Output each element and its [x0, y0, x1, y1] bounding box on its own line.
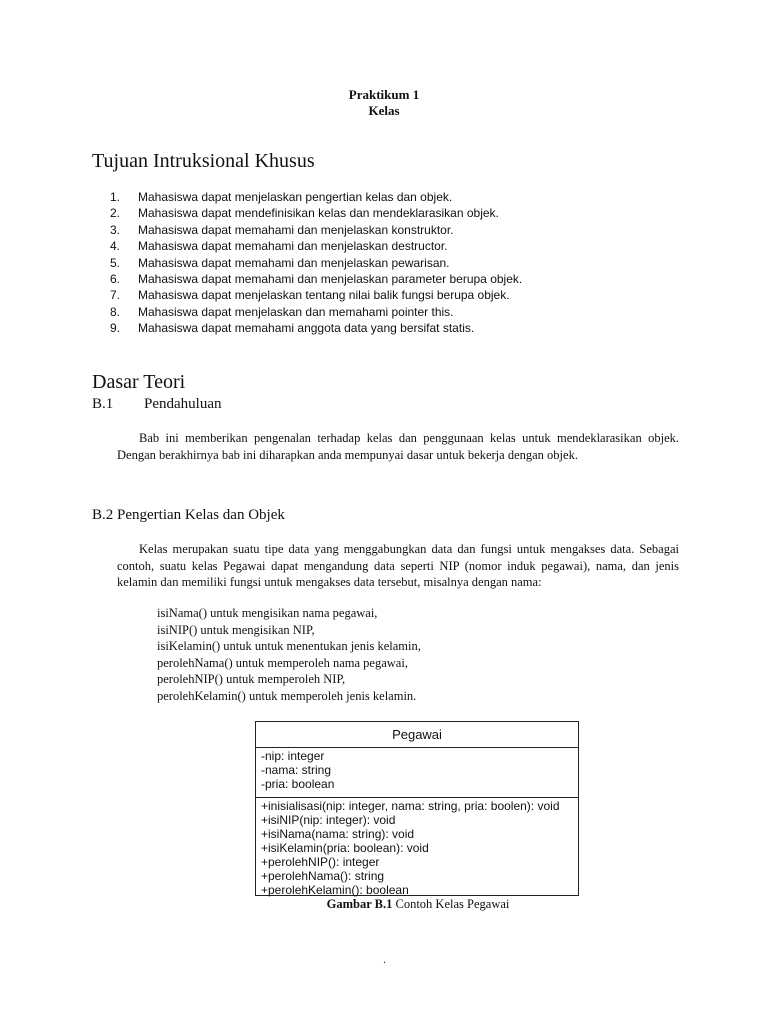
uml-attribute: -nama: string — [261, 763, 332, 777]
page-subtitle: Kelas — [368, 103, 400, 118]
objectives-heading: Tujuan Intruksional Khusus — [92, 150, 315, 172]
uml-attributes — [256, 748, 578, 798]
list-item: 2. Mahasiswa dapat mendefinisikan kelas dan mendeklarasikan objek. — [110, 206, 499, 221]
uml-operation: +isiNIP(nip: integer): void — [261, 813, 396, 827]
list-item: 3. Mahasiswa dapat memahami dan menjelaskan konstruktor. — [110, 222, 454, 237]
section-b2-heading: B.2 Pengertian Kelas dan Objek — [92, 507, 285, 523]
uml-operation: +inisialisasi(nip: integer, nama: string, pria: boolen): void — [261, 799, 560, 813]
section-b1-heading — [92, 395, 221, 413]
list-item: perolehKelamin() untuk memperoleh jenis kelamin. — [157, 688, 417, 703]
method-list — [137, 605, 421, 705]
list-item: 4. Mahasiswa dapat memahami dan menjelaskan destructor. — [110, 239, 448, 254]
uml-attribute: -pria: boolean — [261, 777, 335, 791]
list-item: 7. Mahasiswa dapat menjelaskan tentang nilai balik fungsi berupa objek. — [110, 288, 510, 303]
objectives-list — [110, 189, 522, 337]
list-item: 1. Mahasiswa dapat menjelaskan pengertian kelas dan objek. — [110, 190, 453, 204]
section-title: Pendahuluan — [144, 396, 222, 412]
uml-class-diagram — [255, 721, 579, 896]
list-item: 6. Mahasiswa dapat memahami dan menjelaskan parameter berupa objek. — [110, 271, 523, 286]
list-item: isiKelamin() untuk untuk menentukan jenis kelamin, — [157, 639, 421, 654]
intro-paragraph: Bab ini memberikan pengenalan terhadap kelas dan penggunaan kelas untuk mendeklarasikan objek. Dengan berakhirnya bab ini diharapkan anda mempunyai dasar untuk bekerja dengan objek. — [117, 431, 679, 462]
uml-operation: +isiKelamin(pria: boolean): void — [261, 841, 429, 855]
caption-label: Gambar B.1 — [326, 897, 393, 911]
figure-caption — [0, 897, 768, 912]
uml-operation: +perolehNama(): string — [261, 869, 385, 883]
list-item: perolehNIP() untuk memperoleh NIP, — [157, 672, 346, 687]
uml-operations — [256, 798, 578, 897]
uml-attribute: -nip: integer — [261, 749, 325, 763]
list-item: 8. Mahasiswa dapat menjelaskan dan memahami pointer this. — [110, 304, 454, 319]
list-item: isiNIP() untuk mengisikan NIP, — [157, 622, 315, 637]
list-item: 9. Mahasiswa dapat memahami anggota data yang bersifat statis. — [110, 321, 475, 336]
list-item: perolehNama() untuk memperoleh nama pegawai, — [157, 655, 408, 670]
uml-operation: +perolehNIP(): integer — [261, 855, 380, 869]
uml-operation: +perolehKelamin(): boolean — [261, 883, 409, 897]
uml-operation: +isiNama(nama: string): void — [261, 827, 415, 841]
list-item: 5. Mahasiswa dapat memahami dan menjelaskan pewarisan. — [110, 255, 450, 270]
page-title: Praktikum 1 — [348, 87, 420, 102]
theory-heading: Dasar Teori — [92, 371, 186, 393]
caption-text: Contoh Kelas Pegawai — [392, 897, 510, 911]
list-item: isiNama() untuk mengisikan nama pegawai, — [157, 606, 378, 620]
uml-class-name: Pegawai — [256, 722, 578, 748]
class-definition-paragraph: Kelas merupakan suatu tipe data yang menggabungkan data dan fungsi untuk mengakses data. Sebagai contoh, suatu kelas Pegawai dapat mengandung data seperti NIP (nomor induk pegawai), nama, dan jenis kelamin dan memiliki fungsi untuk mengakses data tersebut, misalnya dengan nama: — [117, 542, 679, 589]
section-number: B.1 — [92, 396, 114, 412]
page-footer-mark: . — [383, 952, 386, 966]
